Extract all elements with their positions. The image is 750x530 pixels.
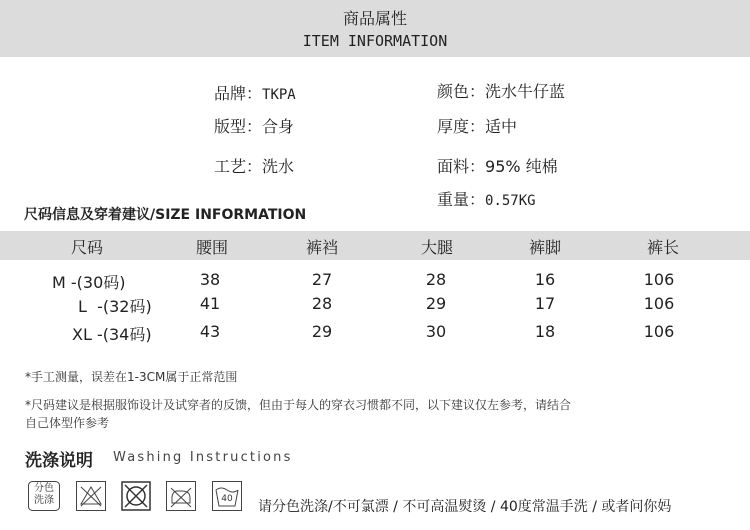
attr-thickness-label: 厚度： (437, 117, 486, 136)
hand-wash-40-icon (212, 481, 242, 511)
length-cell: 106 (643, 294, 675, 313)
size-header-cell: 裤裆 (305, 238, 338, 257)
size-header-cell: 裤脚 (528, 238, 561, 257)
attr-color-label: 颜色： (437, 82, 486, 101)
no-high-temp-iron-icon (166, 481, 196, 511)
item-info-header (0, 0, 750, 57)
attr-fabric (437, 154, 558, 177)
leg-opening-cell: 16 (534, 270, 556, 289)
separate-color-line1: 分色 (34, 483, 54, 494)
attr-fit-label: 版型： (214, 117, 263, 136)
attr-fabric-label: 面料： (437, 157, 486, 176)
hand-wash-temp: 40 (221, 494, 233, 504)
attr-weight (437, 187, 536, 210)
size-cell: L -(32码) (78, 297, 152, 316)
attr-brand (214, 81, 296, 104)
size-info-title: 尺码信息及穿着建议/SIZE INFORMATION (24, 207, 307, 223)
waist-cell: 38 (199, 270, 221, 289)
attr-craft-value: 洗水 (262, 157, 295, 176)
separate-color-line2: 洗涤 (34, 495, 54, 506)
attr-craft (214, 154, 294, 177)
attr-thickness (437, 114, 517, 137)
waist-cell: 43 (199, 322, 221, 341)
attr-weight-value: 0.57KG (485, 193, 536, 209)
length-cell: 106 (643, 270, 675, 289)
thigh-cell: 29 (425, 294, 447, 313)
rise-cell: 28 (311, 294, 333, 313)
attr-brand-label: 品牌： (214, 84, 263, 103)
size-header-cell: 大腿 (420, 238, 453, 257)
size-header-cell: 裤长 (646, 238, 679, 257)
separate-color-wash-icon (28, 481, 60, 511)
size-cell: XL -(34码) (72, 325, 152, 344)
size-advice-note-line1: *尺码建议是根据服饰设计及试穿者的反馈，但由于每人的穿衣习惯都不同，以下建议仅左参考，请结合 (25, 398, 572, 412)
washing-description: 请分色洗涤/不可氯漂 / 不可高温熨烫 / 40度常温手洗 / 或者问你妈 (258, 499, 672, 515)
size-header-cell: 尺码 (70, 238, 103, 257)
attr-color (437, 79, 565, 102)
item-info-title-en: ITEM INFORMATION (302, 32, 448, 50)
attr-craft-label: 工艺： (214, 157, 263, 176)
item-info-title-cn: 商品属性 (342, 9, 407, 28)
attr-weight-label: 重量： (437, 190, 486, 209)
rise-cell: 29 (311, 322, 333, 341)
rise-cell: 27 (311, 270, 333, 289)
measure-note: *手工测量，误差在1-3CM属于正常范围 (25, 370, 238, 384)
length-cell: 106 (643, 322, 675, 341)
no-bleach-icon (76, 481, 106, 511)
thigh-cell: 28 (425, 270, 447, 289)
size-table-header (0, 231, 750, 260)
washing-title-en: Washing Instructions (113, 450, 293, 465)
size-cell: M -(30码) (52, 273, 126, 292)
waist-cell: 41 (199, 294, 221, 313)
thigh-cell: 30 (425, 322, 447, 341)
attr-brand-value: TKPA (262, 87, 296, 103)
size-advice-note-line2: 自己体型作参考 (25, 416, 110, 430)
attr-thickness-value: 适中 (485, 117, 518, 136)
leg-opening-cell: 17 (534, 294, 556, 313)
attr-fit-value: 合身 (262, 117, 295, 136)
leg-opening-cell: 18 (534, 322, 556, 341)
attr-fit (214, 114, 294, 137)
size-header-cell: 腰围 (195, 238, 228, 257)
washing-title-cn: 洗涤说明 (25, 451, 93, 471)
attr-fabric-value: 95% 纯棉 (485, 157, 558, 176)
attr-color-value: 洗水牛仔蓝 (485, 82, 566, 101)
no-tumble-dry-icon (121, 481, 151, 511)
